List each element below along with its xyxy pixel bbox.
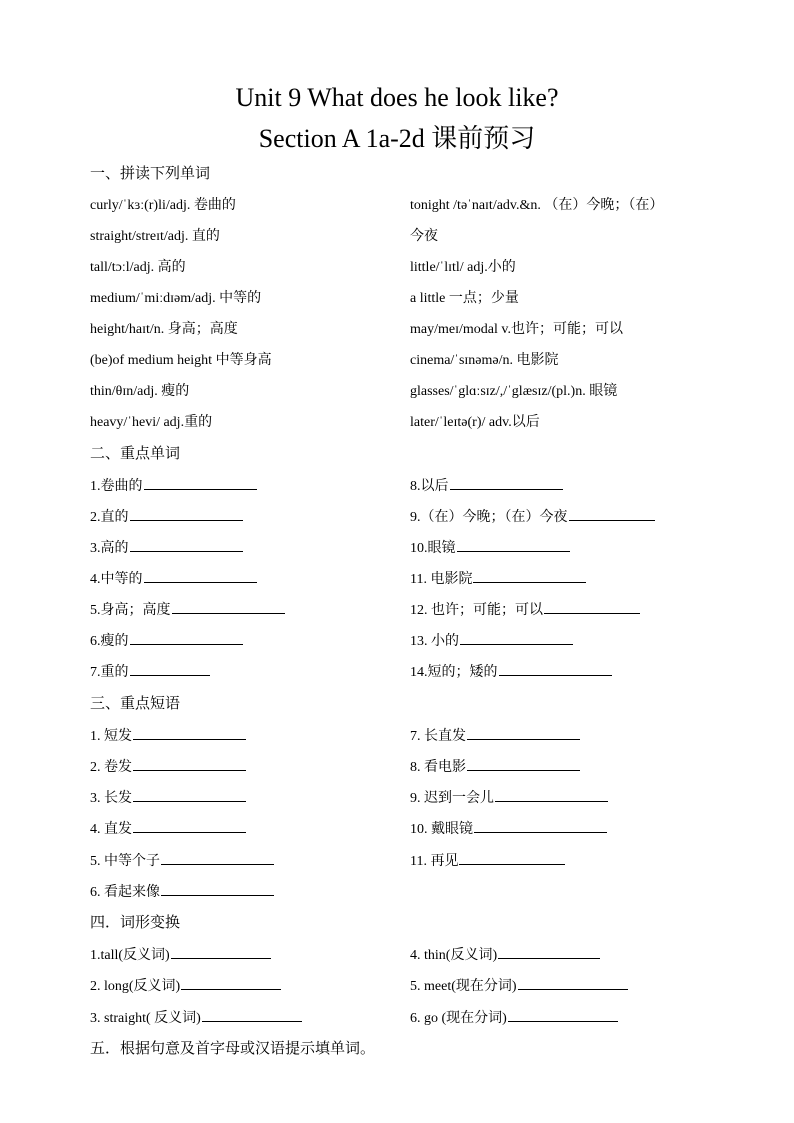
exercise-item [410,506,655,529]
exercise-row [90,475,730,497]
exercise-prompt: 5.身高；高度 [90,603,171,618]
exercise-prompt: 8. 看电影 [410,760,466,775]
exercise-item [410,787,608,810]
exercise-prompt: 9. 迟到一会儿 [410,791,494,806]
exercise-row [90,850,730,872]
exercise-prompt: 3. straight( 反义词) [90,1011,201,1026]
exercise-item [410,568,586,591]
answer-blank[interactable] [130,537,243,552]
exercise-item [410,537,570,560]
exercise-item [410,630,573,653]
answer-blank[interactable] [508,1007,618,1022]
exercise-row [90,568,730,590]
answer-blank[interactable] [544,599,640,614]
answer-blank[interactable] [450,475,563,490]
exercise-row [90,661,730,683]
exercise-prompt: 11. 再见 [410,854,459,869]
exercise-prompt: 6.瘦的 [90,634,129,649]
vocab-row [90,350,730,372]
section-2-heading: 二、重点单词 [90,446,181,462]
exercise-prompt: 2.直的 [90,510,129,525]
exercise-item [410,475,563,498]
answer-blank[interactable] [467,756,580,771]
answer-blank[interactable] [130,506,243,521]
answer-blank[interactable] [130,630,243,645]
exercise-item [90,725,246,748]
section-3-heading: 三、重点短语 [90,696,181,712]
exercise-row [90,787,730,809]
exercise-prompt: 3.高的 [90,541,129,556]
answer-blank[interactable] [133,725,246,740]
exercise-prompt: 2. 卷发 [90,760,132,775]
answer-blank[interactable] [133,818,246,833]
vocab-item: later/ˈleɪtə(r)/ adv.以后 [410,415,540,430]
vocab-row [90,257,730,279]
answer-blank[interactable] [495,787,608,802]
answer-blank[interactable] [467,725,580,740]
vocab-item: heavy/ˈhevi/ adj.重的 [90,415,213,430]
exercise-prompt: 6. 看起来像 [90,885,160,900]
exercise-item [90,568,257,591]
exercise-item [410,599,640,622]
answer-blank[interactable] [498,944,600,959]
exercise-prompt: 5. meet(现在分词) [410,979,517,994]
exercise-prompt: 1. 短发 [90,729,132,744]
answer-blank[interactable] [460,630,573,645]
answer-blank[interactable] [161,850,274,865]
vocab-item: medium/ˈmiːdɪəm/adj. 中等的 [90,291,262,306]
exercise-prompt: 7. 长直发 [410,729,466,744]
exercise-row [90,975,730,997]
exercise-row [90,756,730,778]
section-5-heading: 五．根据句意及首字母或汉语提示填单词。 [90,1041,376,1057]
exercise-prompt: 1.tall(反义词) [90,948,170,963]
answer-blank[interactable] [181,975,281,990]
exercise-prompt: 10. 戴眼镜 [410,822,473,837]
exercise-prompt: 12. 也许；可能；可以 [410,603,543,618]
exercise-item [410,661,612,684]
exercise-prompt: 8.以后 [410,479,449,494]
vocab-row [90,412,730,434]
exercise-item [90,818,246,841]
answer-blank[interactable] [171,944,271,959]
vocab-item: a little 一点；少量 [410,291,519,306]
exercise-item [410,850,565,873]
exercise-row [90,944,730,966]
exercise-prompt: 4.中等的 [90,572,143,587]
answer-blank[interactable] [459,850,565,865]
exercise-item [90,475,257,498]
exercise-item [90,1007,302,1030]
exercise-row [90,537,730,559]
exercise-prompt: 10.眼镜 [410,541,456,556]
exercise-item [410,725,580,748]
exercise-prompt: 5. 中等个子 [90,854,160,869]
exercise-prompt: 13. 小的 [410,634,459,649]
exercise-item [410,818,607,841]
page-title: Unit 9 What does he look like? [235,83,559,112]
vocab-item: may/meɪ/modal v.也许；可能；可以 [410,322,623,337]
exercise-item [90,756,246,779]
answer-blank[interactable] [133,787,246,802]
exercise-item [90,630,243,653]
exercise-item [90,975,281,998]
answer-blank[interactable] [130,661,210,676]
vocab-row [90,226,730,248]
answer-blank[interactable] [457,537,570,552]
exercise-prompt: 3. 长发 [90,791,132,806]
answer-blank[interactable] [144,475,257,490]
exercise-prompt: 9.（在）今晚；（在）今夜 [410,510,568,525]
vocab-item: tall/tɔːl/adj. 高的 [90,260,186,275]
answer-blank[interactable] [499,661,612,676]
exercise-prompt: 4. thin(反义词) [410,948,498,963]
exercise-item [90,537,243,560]
answer-blank[interactable] [473,568,586,583]
vocab-row [90,319,730,341]
vocab-item: straight/streɪt/adj. 直的 [90,229,220,244]
vocab-row [90,288,730,310]
answer-blank[interactable] [474,818,607,833]
answer-blank[interactable] [133,756,246,771]
exercise-prompt: 2. long(反义词) [90,979,181,994]
exercise-item [410,944,600,967]
exercise-row [90,725,730,747]
exercise-row [90,1007,730,1029]
exercise-prompt: 7.重的 [90,665,129,680]
vocab-item: thin/θɪn/adj. 瘦的 [90,384,190,399]
exercise-item [90,850,274,873]
vocab-item: curly/ˈkɜː(r)li/adj. 卷曲的 [90,198,236,213]
vocab-item: height/haɪt/n. 身高；高度 [90,322,238,337]
exercise-item [410,975,628,998]
exercise-row [90,818,730,840]
exercise-item [410,756,580,779]
section-1-heading: 一、拼读下列单词 [90,166,211,182]
exercise-prompt: 1.卷曲的 [90,479,143,494]
answer-blank[interactable] [202,1007,302,1022]
exercise-item [90,787,246,810]
answer-blank[interactable] [172,599,285,614]
answer-blank[interactable] [161,881,274,896]
exercise-row [90,506,730,528]
exercise-item [90,506,243,529]
vocab-item: (be)of medium height 中等身高 [90,353,272,368]
exercise-item [90,881,274,904]
vocab-item: little/ˈlɪtl/ adj.小的 [410,260,516,275]
vocab-item: 今夜 [410,229,438,244]
exercise-prompt: 14.短的；矮的 [410,665,498,680]
exercise-item [90,599,285,622]
vocab-item: cinema/ˈsɪnəmə/n. 电影院 [410,353,559,368]
exercise-row [90,599,730,621]
page-subtitle: Section A 1a-2d 课前预习 [258,124,536,153]
exercise-item [90,944,271,967]
exercise-prompt: 6. go (现在分词) [410,1011,507,1026]
vocab-row [90,381,730,403]
vocab-item: glasses/ˈglɑːsɪz/,/ˈglæsɪz/(pl.)n. 眼镜 [410,384,618,399]
exercise-item [90,661,210,684]
exercise-row [90,881,730,903]
answer-blank[interactable] [518,975,628,990]
exercise-item [410,1007,618,1030]
exercise-prompt: 4. 直发 [90,822,132,837]
answer-blank[interactable] [144,568,257,583]
exercise-row [90,630,730,652]
exercise-prompt: 11. 电影院 [410,572,473,587]
answer-blank[interactable] [569,506,655,521]
section-4-heading: 四．词形变换 [90,915,181,931]
vocab-item: tonight /təˈnaɪt/adv.&n. （在）今晚；（在） [410,198,664,213]
vocab-row [90,195,730,217]
